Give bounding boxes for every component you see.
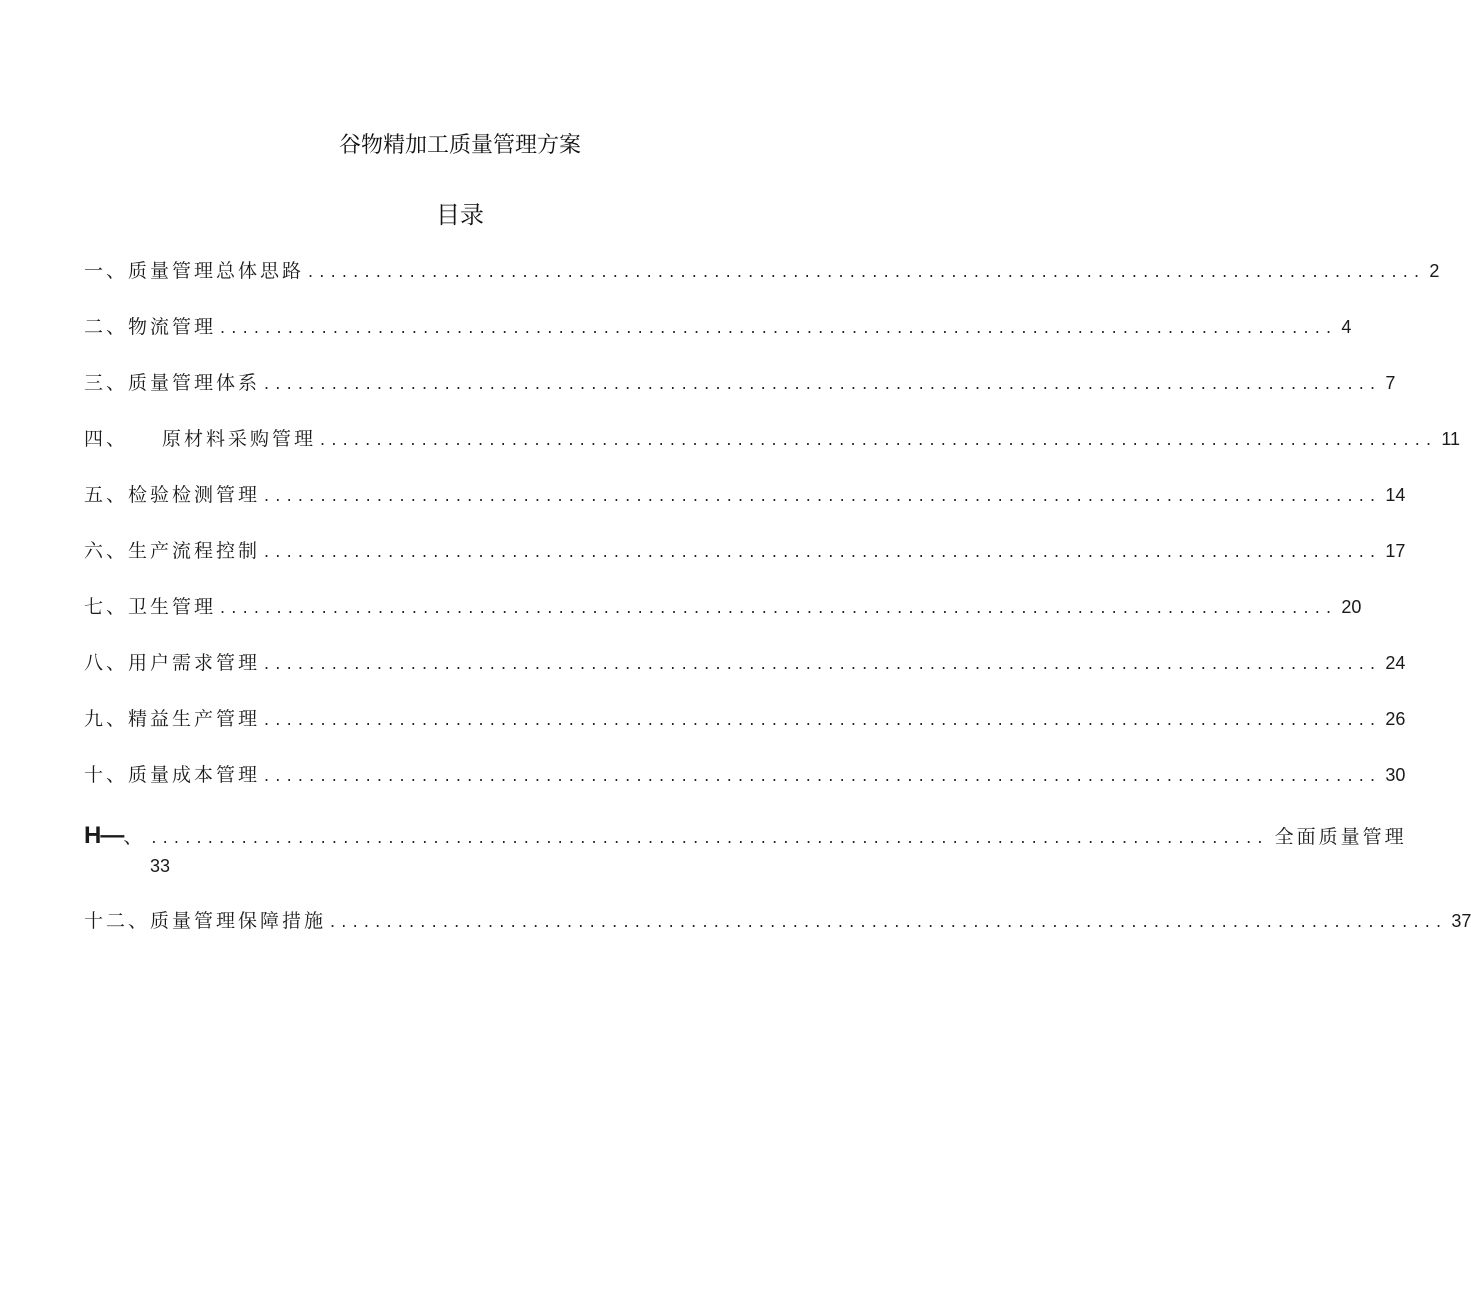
- toc-entry-label: 五、检验检测管理: [84, 484, 261, 506]
- toc-entry-label: 八、用户需求管理: [84, 652, 261, 674]
- toc-entry-label: 十、质量成本管理: [84, 764, 261, 786]
- toc-leader-dots: ...................................................................................................: [264, 486, 1382, 505]
- toc-page-number: 26: [1385, 709, 1406, 729]
- toc-page-number: 30: [1385, 765, 1406, 785]
- toc-entry[interactable]: [84, 368, 1396, 398]
- toc-entry-label: 二、物流管理: [84, 316, 217, 338]
- toc-entry-label: 六、生产流程控制: [84, 540, 261, 562]
- toc-page-number: 7: [1385, 373, 1396, 393]
- toc-entry-label: 七、卫生管理: [84, 596, 217, 618]
- toc-page-number: 11: [1441, 429, 1461, 449]
- toc-leader-dots: ...................................................................................................: [308, 262, 1426, 281]
- toc-page-number: 4: [1341, 317, 1352, 337]
- toc-leader-dots: ...................................................................................................: [264, 710, 1382, 729]
- toc-page-number: 20: [1341, 597, 1362, 617]
- toc-page-number: 24: [1385, 653, 1406, 673]
- toc-leader-dots: ...................................................................................................: [220, 318, 1338, 337]
- toc-leader-dots: ...................................................................................................: [264, 766, 1382, 785]
- toc-entry[interactable]: [84, 536, 1406, 566]
- toc-leader-dots: ...................................................................................................: [264, 374, 1382, 393]
- toc-entry[interactable]: [84, 256, 1440, 286]
- toc-entry[interactable]: [84, 648, 1406, 678]
- toc-leader-dots: ...................................................................................................: [264, 542, 1382, 561]
- toc-leader-dots: ...................................................................................................: [320, 430, 1438, 449]
- toc-leader-dots: ...................................................................................................: [151, 828, 1269, 847]
- toc-page-number: 14: [1385, 485, 1406, 505]
- toc-leader-dots: ...................................................................................................: [330, 912, 1448, 931]
- toc-entry[interactable]: [84, 704, 1406, 734]
- toc-entry[interactable]: [84, 312, 1352, 342]
- toc-entry[interactable]: [84, 480, 1406, 510]
- toc-entry-label: 三、质量管理体系: [84, 372, 261, 394]
- toc-heading: 目录: [436, 201, 484, 229]
- document-title: 谷物精加工质量管理方案: [338, 133, 581, 158]
- toc-entry-label: 九、精益生产管理: [84, 708, 261, 730]
- toc-leader-dots: ...................................................................................................: [220, 598, 1338, 617]
- toc-page-number: 2: [1429, 261, 1440, 281]
- toc-entry-label: 全面质量管理: [1274, 826, 1407, 848]
- toc-entry-label: 十二、质量管理保障措施: [84, 910, 327, 932]
- toc-entry[interactable]: [84, 592, 1362, 622]
- toc-entry-prefix: H—: [84, 822, 124, 849]
- toc-entry-prefix-tail: 、: [123, 826, 146, 848]
- toc-entry[interactable]: [84, 822, 1407, 852]
- toc-page-number: 33: [150, 856, 171, 876]
- toc-page-number: 37: [1451, 911, 1471, 931]
- toc-entry-label: 一、质量管理总体思路: [84, 260, 305, 282]
- toc-page-number: 17: [1385, 541, 1406, 561]
- toc-entry[interactable]: [84, 906, 1471, 936]
- toc-entry-label: 原材料采购管理: [162, 428, 317, 450]
- toc-entry[interactable]: [84, 760, 1406, 790]
- toc-entry-label: 四、: [84, 428, 129, 450]
- toc-entry[interactable]: [84, 424, 1461, 454]
- toc-leader-dots: ...................................................................................................: [264, 654, 1382, 673]
